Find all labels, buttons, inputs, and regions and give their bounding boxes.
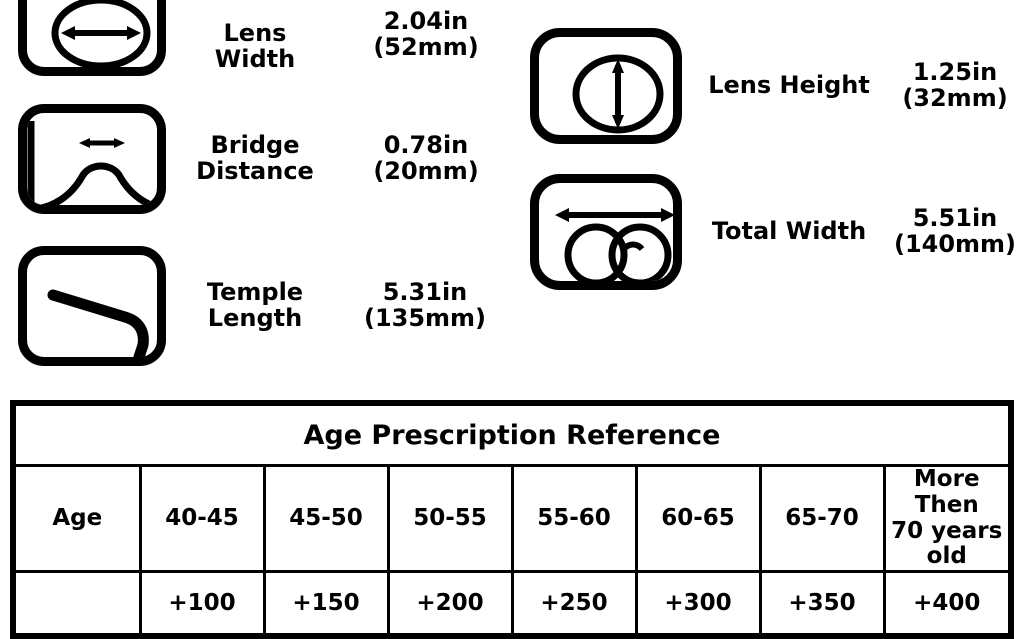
label-line-2: Length: [207, 304, 303, 332]
age-prescription-reference-table: [10, 400, 1014, 639]
table-cell-prescription: +200: [388, 572, 512, 634]
spec-value-lens-height: [880, 60, 1024, 112]
value-millimeters: (135mm): [363, 304, 487, 332]
table-row-header-age: Age: [16, 466, 140, 572]
spec-label-lens-width: Lens Width: [214, 19, 296, 73]
table-column-header: 45-50: [264, 466, 388, 572]
label-line-2: Distance: [196, 157, 314, 185]
table-cell-prescription: +400: [884, 572, 1008, 634]
table-column-header: 50-55: [388, 466, 512, 572]
spec-label-total-width: Total Width: [711, 217, 867, 246]
temple-length-icon: [18, 246, 166, 366]
value-millimeters: (20mm): [373, 157, 479, 185]
spec-row-total-width: [530, 174, 1024, 290]
table-header-row: [16, 466, 1008, 572]
spec-value-total-width: [880, 206, 1024, 258]
spec-label-temple-length: [180, 280, 330, 332]
value-inches: 5.31in: [382, 278, 468, 307]
spec-row-lens-height: [530, 28, 1024, 144]
lens-height-icon: [530, 28, 682, 144]
table-cell-prescription: +300: [636, 572, 760, 634]
spec-label-lens-height: Lens Height: [708, 71, 870, 100]
spec-value-bridge-distance: [346, 133, 506, 185]
value-inches: 2.04in: [383, 7, 469, 36]
total-width-icon: [530, 174, 682, 290]
bridge-distance-icon: [18, 104, 166, 214]
spec-value-temple-length: [340, 280, 510, 332]
label-line-1: Bridge: [210, 131, 300, 160]
spec-value-lens-width: [346, 0, 506, 61]
table-column-header: 60-65: [636, 466, 760, 572]
value-inches: 5.51in: [912, 204, 998, 233]
label-line-1: Temple: [206, 278, 304, 307]
table-column-header: 40-45: [140, 466, 264, 572]
table-cell-prescription: +350: [760, 572, 884, 634]
spec-label-bridge-distance: [180, 133, 330, 185]
spec-row-bridge-distance: [18, 104, 506, 214]
value-millimeters: (52mm): [373, 33, 479, 61]
value-inches: 0.78in: [383, 131, 469, 160]
table-cell-prescription: +150: [264, 572, 388, 634]
table-row: [16, 572, 1008, 634]
lens-width-icon: [18, 0, 166, 76]
value-millimeters: (32mm): [902, 84, 1008, 112]
table-column-header: 55-60: [512, 466, 636, 572]
table-column-header: 65-70: [760, 466, 884, 572]
table-cell-empty: [16, 572, 140, 634]
table-cell-prescription: +250: [512, 572, 636, 634]
header-line-1: More Then: [913, 466, 980, 518]
table-column-header-older: [884, 466, 1008, 572]
value-millimeters: (140mm): [893, 230, 1017, 258]
table-title-row: [16, 406, 1008, 466]
value-inches: 1.25in: [912, 58, 998, 87]
spec-row-lens-width: [18, 0, 506, 76]
table-cell-prescription: +100: [140, 572, 264, 634]
spec-row-temple-length: [18, 246, 510, 366]
table-title: Age Prescription Reference: [16, 406, 1008, 466]
header-line-2: 70 years old: [891, 517, 1003, 570]
